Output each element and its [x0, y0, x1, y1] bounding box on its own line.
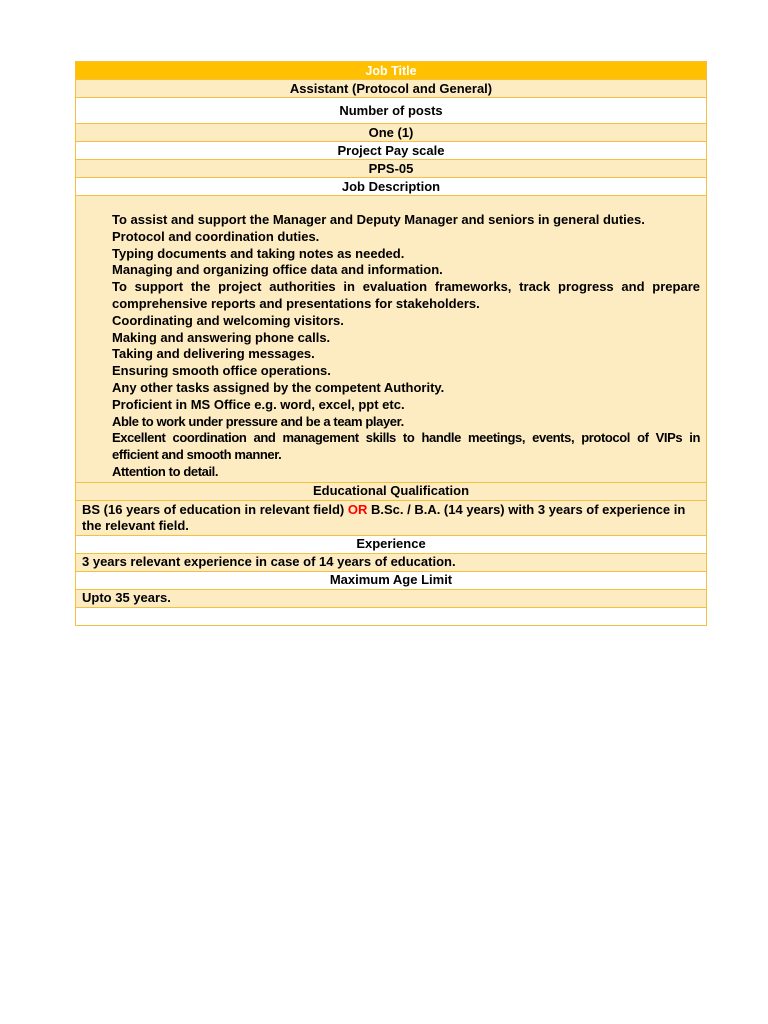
experience-value: 3 years relevant experience in case of 14 years of education. [76, 553, 707, 571]
posts-value-row [76, 124, 707, 142]
duty-item: To support the project authorities in evaluation frameworks, track progress and prepare comprehensive reports and presentations for stakeholders. [112, 279, 700, 311]
duty-item: Any other tasks assigned by the competent Authority. [112, 379, 445, 395]
education-header-row [76, 482, 707, 500]
age-limit-value: Upto 35 years. [76, 589, 707, 607]
duty-item: Protocol and coordination duties. [112, 228, 320, 244]
experience-value-row [76, 553, 707, 571]
education-value [76, 500, 707, 535]
posts-header: Number of posts [76, 98, 707, 124]
duties-list [76, 196, 707, 483]
education-text-part2: B.Sc. / B.A. (14 years) with 3 years of experience in the relevant field. [82, 501, 686, 533]
pay-value-row [76, 160, 707, 178]
duty-item: Making and answering phone calls. [112, 329, 331, 345]
education-text-part1: BS (16 years of education in relevant field) [82, 501, 348, 517]
job-title-header-row [76, 62, 707, 80]
duty-item: Typing documents and taking notes as needed. [112, 245, 405, 261]
duty-item: Able to work under pressure and be a team player. [112, 413, 404, 429]
age-limit-header: Maximum Age Limit [76, 571, 707, 589]
education-row [76, 500, 707, 535]
pay-scale-header: Project Pay scale [76, 142, 707, 160]
description-row [76, 196, 707, 483]
duty-item: Managing and organizing office data and information. [112, 262, 443, 278]
description-header-row [76, 178, 707, 196]
posts-value: One (1) [76, 124, 707, 142]
duty-item: Excellent coordination and management skills to handle meetings, events, protocol of VIPs in efficient and smooth manner. [112, 430, 700, 463]
pay-scale-value: PPS-05 [76, 160, 707, 178]
experience-header-row [76, 535, 707, 553]
job-title-header: Job Title [76, 62, 707, 80]
job-title-value: Assistant (Protocol and General) [76, 80, 707, 98]
duty-item: Ensuring smooth office operations. [112, 363, 331, 379]
empty-cell [76, 607, 707, 625]
age-value-row [76, 589, 707, 607]
pay-header-row [76, 142, 707, 160]
job-title-row [76, 80, 707, 98]
description-header: Job Description [76, 178, 707, 196]
duty-item: Coordinating and welcoming visitors. [112, 312, 344, 328]
duty-item: Attention to detail. [112, 463, 219, 479]
duty-item: To assist and support the Manager and Deputy Manager and seniors in general duties. [112, 212, 645, 227]
job-posting-sheet [75, 61, 707, 626]
posts-header-row [76, 98, 707, 124]
job-details-table [75, 61, 707, 626]
age-header-row [76, 571, 707, 589]
education-header: Educational Qualification [76, 482, 707, 500]
empty-row [76, 607, 707, 625]
experience-header: Experience [76, 535, 707, 553]
education-or-highlight: OR [347, 501, 368, 517]
duty-item: Taking and delivering messages. [112, 346, 315, 362]
duty-item: Proficient in MS Office e.g. word, excel, ppt etc. [112, 396, 405, 412]
